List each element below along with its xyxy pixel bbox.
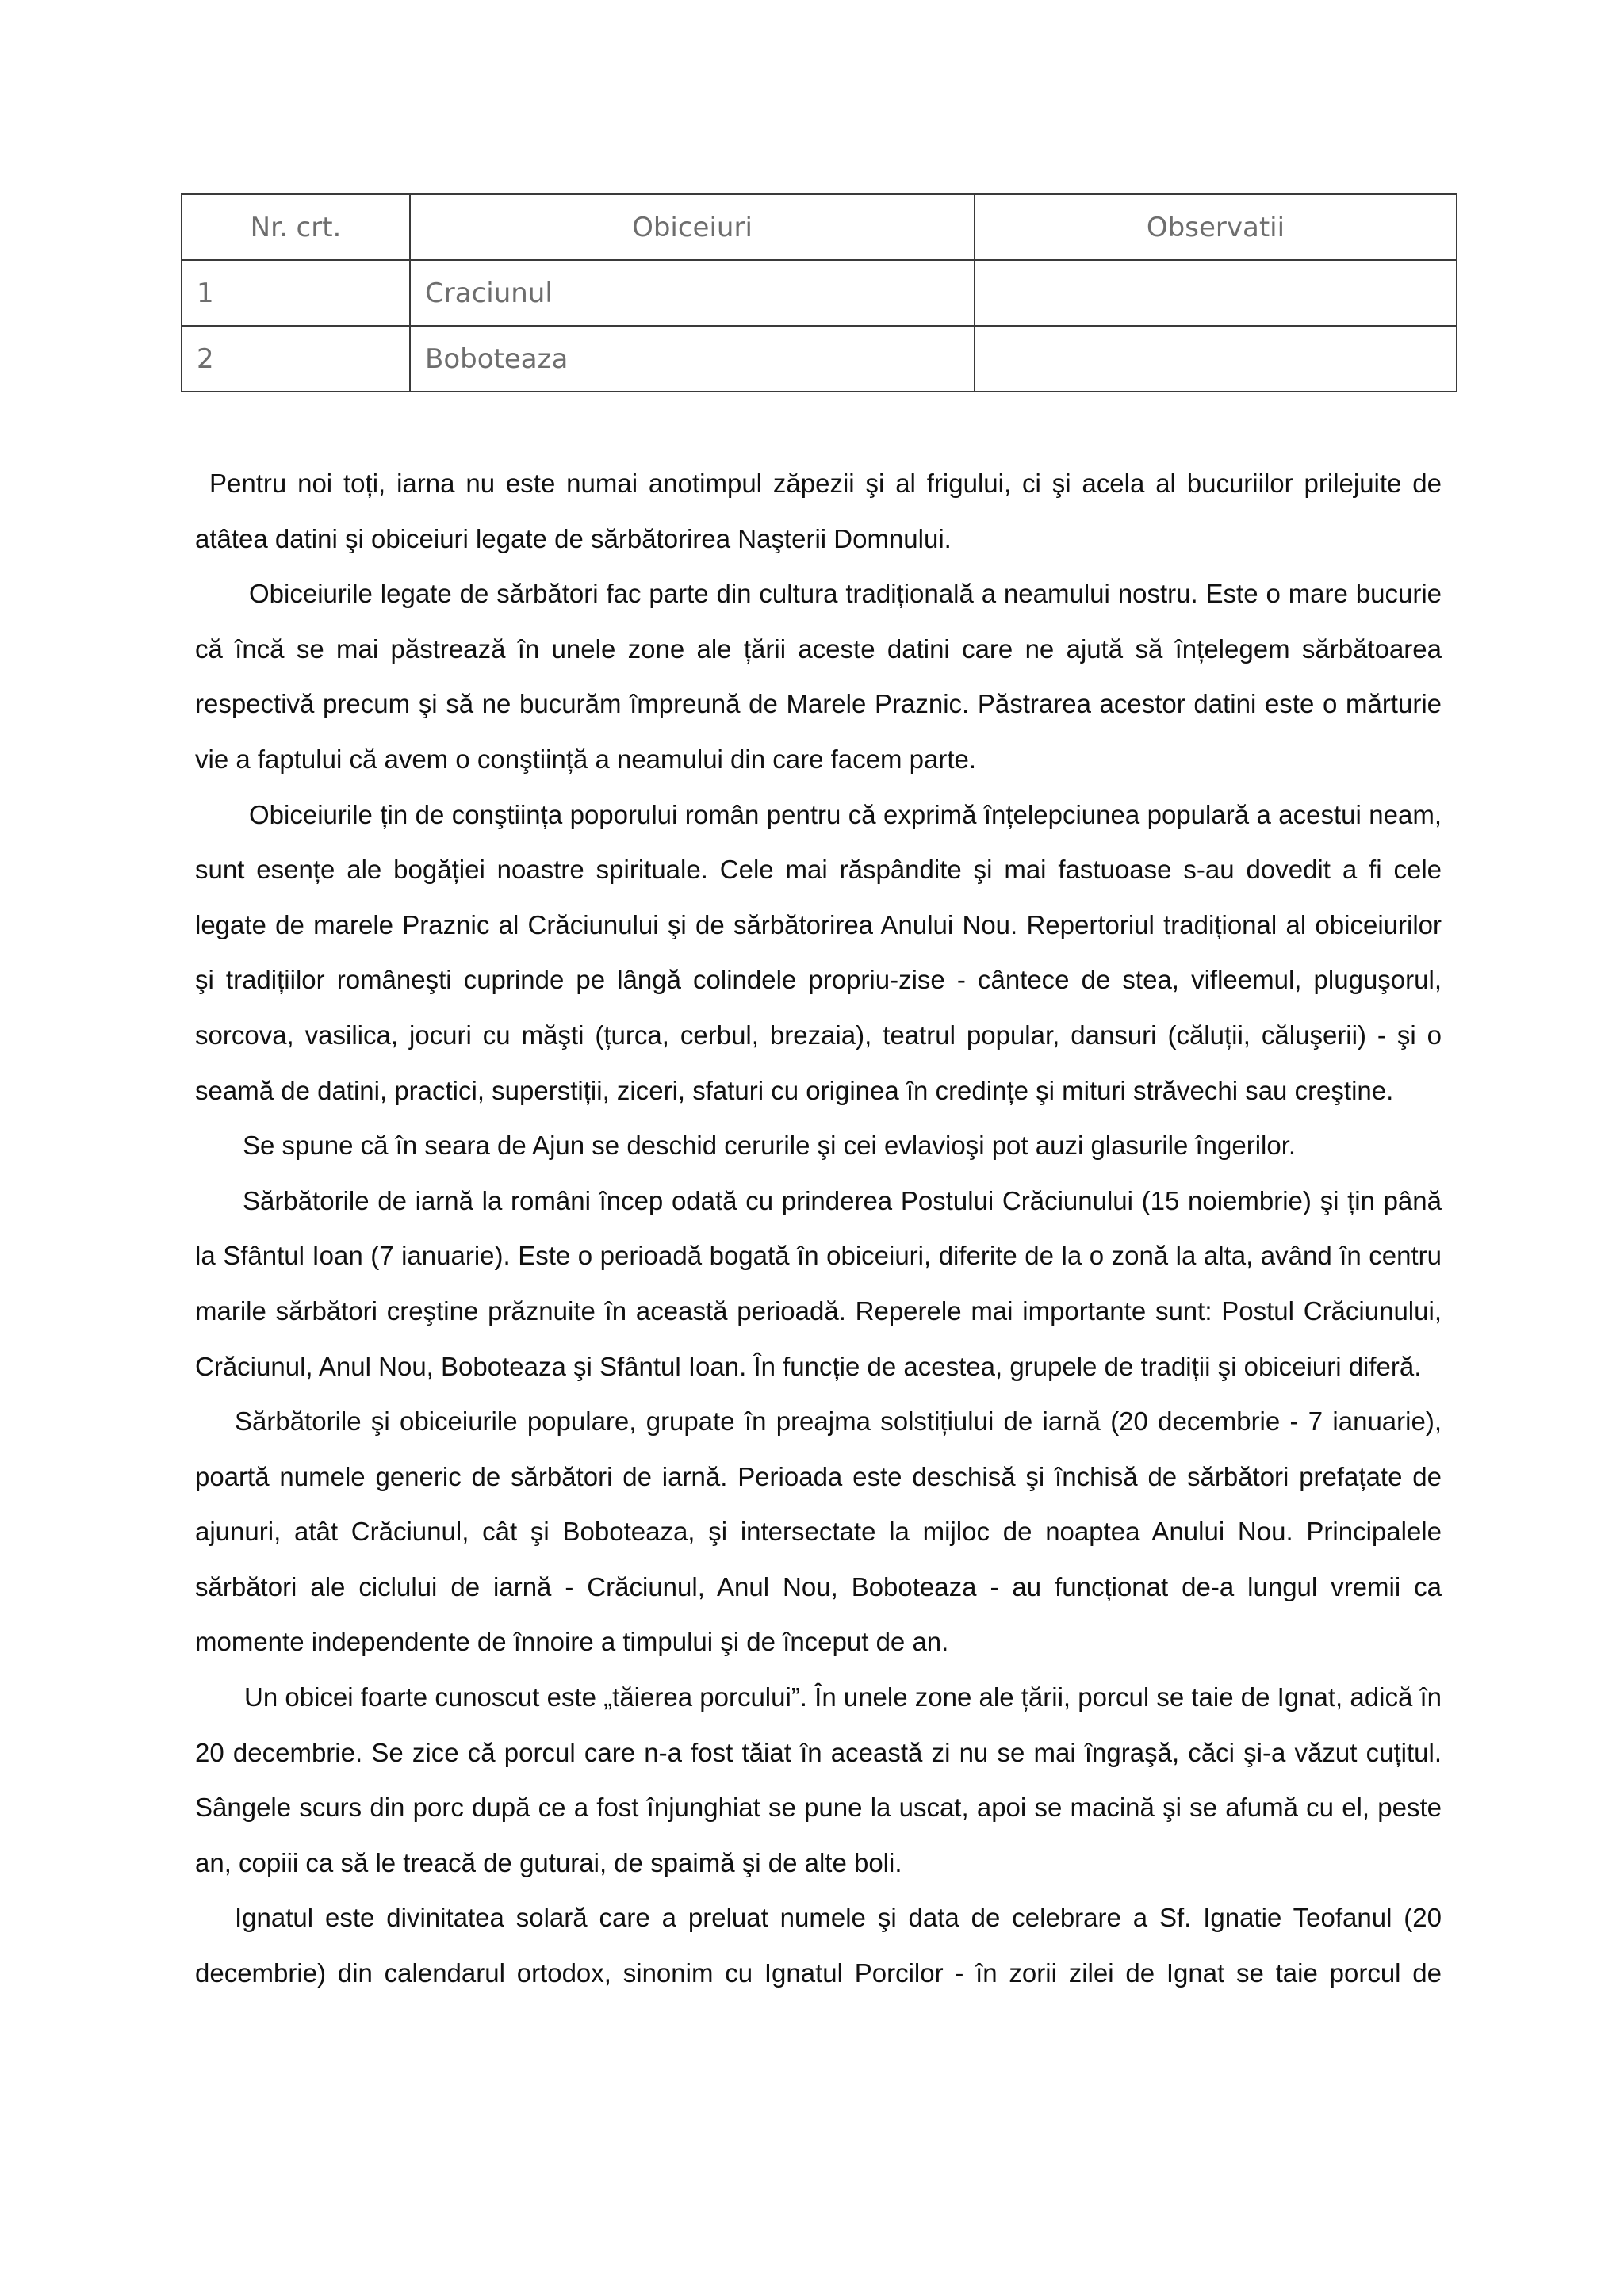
table-row <box>182 326 1457 392</box>
header-nr-crt: Nr. crt. <box>182 194 410 260</box>
cell-obicei: Craciunul <box>410 260 975 326</box>
table-header-row <box>182 194 1457 260</box>
paragraph: Un obicei foarte cunoscut este „tăierea porcului”. În unele zone ale țării, porcul se taie de Ignat, adică în 20 decembrie. Se zice că porcul care n-a fost tăiat în această zi nu se mai îngraşă, căci şi-a văzut cuțitul. Sângele scurs din porc după ce a fost înjunghiat se pune la uscat, apoi se macină şi se afumă cu el, peste an, copiii ca să le treacă de guturai, de spaimă şi de alte boli. <box>195 1682 1442 1877</box>
paragraph: Obiceiurile țin de conştiința poporului român pentru că exprimă înțelepciunea populară a acestui neam, sunt esențe ale bogăției noastre spirituale. Cele mai răspândite şi mai fastuoase s-au dovedit a fi cele legate de marele Praznic al Crăciunului şi de sărbătorirea Anului Nou. Repertoriul tradițional al obiceiurilor şi tradițiilor româneşti cuprinde pe lângă colindele propriu-zise - cântece de stea, vifleemul, pluguşorul, sorcova, vasilica, jocuri cu măşti (țurca, cerbul, brezaia), teatrul popular, dansuri (căluții, căluşerii) - şi o seamă de datini, practici, superstiții, ziceri, sfaturi cu originea în credințe şi mituri străvechi sau creştine. <box>195 799 1442 1105</box>
body-text <box>195 456 1442 2001</box>
paragraph: Sărbătorile de iarnă la români încep odată cu prinderea Postului Crăciunului (15 noiembrie) şi țin până la Sfântul Ioan (7 ianuarie). Este o perioadă bogată în obiceiuri, diferite de la o zonă la alta, având în centru marile sărbători creştine prăznuite în această perioadă. Reperele mai importante sunt: Postul Crăciunului, Crăciunul, Anul Nou, Boboteaza şi Sfântul Ioan. În funcție de acestea, grupele de tradiții şi obiceiuri diferă. <box>195 1185 1442 1381</box>
paragraph: Obiceiurile legate de sărbători fac parte din cultura tradițională a neamului nostru. Este o mare bucurie că încă se mai păstrează în unele zone ale țării aceste datini care ne ajută să înțelegem sărbătoarea respectivă precum şi să ne bucurăm împreună de Marele Praznic. Păstrarea acestor datini este o mărturie vie a faptului că avem o conştiință a neamului din care facem parte. <box>195 579 1442 774</box>
obiceiuri-table <box>181 193 1457 392</box>
cell-observatii <box>975 260 1457 326</box>
paragraph: Se spune că în seara de Ajun se deschid cerurile şi cei evlavioşi pot auzi glasurile îngerilor. <box>243 1131 1297 1161</box>
paragraph: Sărbătorile şi obiceiurile populare, grupate în preajma solstițiului de iarnă (20 decembrie - 7 ianuarie), poartă numele generic de sărbători de iarnă. Perioada este deschisă şi închisă de sărbători prefațate de ajunuri, atât Crăciunul, cât şi Boboteaza, şi intersectate la mijloc de noaptea Anului Nou. Principalele sărbători ale ciclului de iarnă - Crăciunul, Anul Nou, Boboteaza - au funcționat de-a lungul vremii ca momente independente de înnoire a timpului şi de început de an. <box>195 1406 1442 1657</box>
table-row <box>182 260 1457 326</box>
cell-observatii <box>975 326 1457 392</box>
paragraph: Pentru noi toți, iarna nu este numai anotimpul zăpezii şi al frigului, ci şi acela al bucuriilor prilejuite de atâtea datini şi obiceiuri legate de sărbătorirea Naşterii Domnului. <box>195 469 1442 553</box>
header-observatii: Observatii <box>975 194 1457 260</box>
cell-obicei: Boboteaza <box>410 326 975 392</box>
cell-nr: 2 <box>182 326 410 392</box>
cell-nr: 1 <box>182 260 410 326</box>
paragraph: Ignatul este divinitatea solară care a preluat numele şi data de celebrare a Sf. Ignatie Teofanul (20 decembrie) din calendarul ortodox, sinonim cu Ignatul Porcilor - în zorii zilei de Ignat se taie porcul de <box>195 1903 1442 1988</box>
header-obiceiuri: Obiceiuri <box>410 194 975 260</box>
